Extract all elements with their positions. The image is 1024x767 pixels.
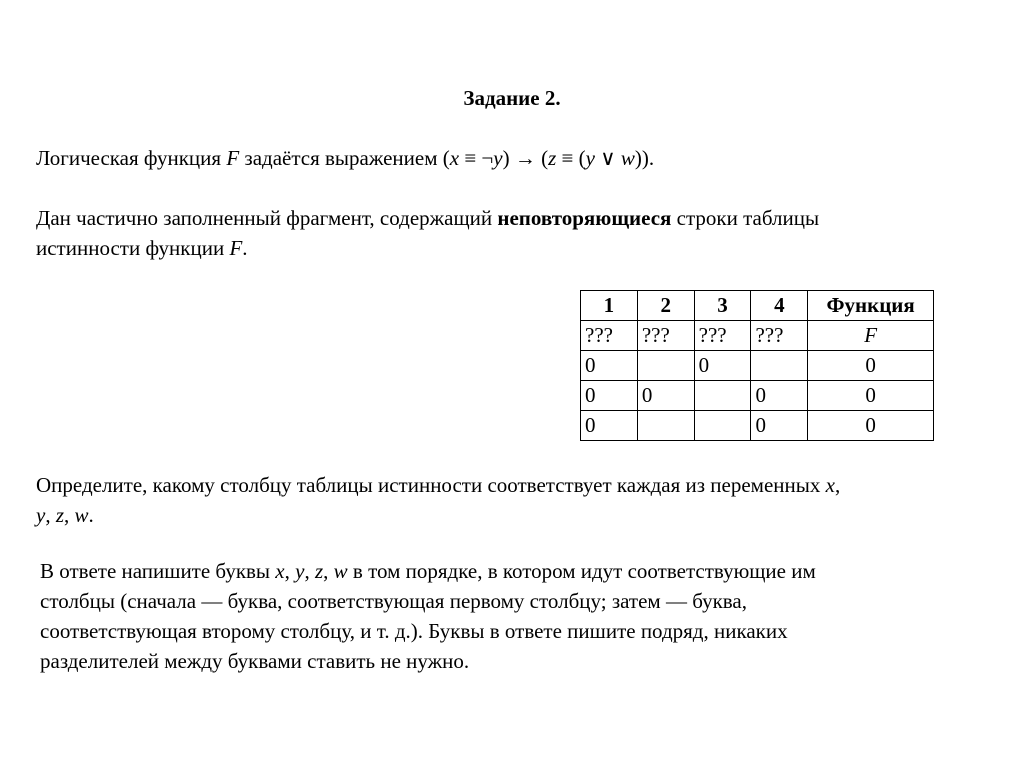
var-w: w [333, 559, 348, 583]
text-run: Дан частично заполненный фрагмент, содержащий [36, 206, 498, 230]
text-run: , [45, 503, 56, 527]
table-cell: 0 [808, 381, 934, 411]
var-y: y [36, 503, 46, 527]
text-run: истинности функции [36, 236, 230, 260]
var-w: w [620, 146, 635, 170]
table-cell: 0 [751, 411, 808, 441]
fragment-description [36, 203, 996, 263]
table-row [581, 381, 934, 411]
text-run: . [88, 503, 94, 527]
table-row [581, 411, 934, 441]
question-text [36, 470, 996, 530]
var-F: F [864, 323, 878, 347]
function-definition [36, 143, 996, 173]
table-cell [808, 321, 934, 351]
question-line-1 [36, 470, 996, 500]
fragment-description-line-1 [36, 203, 996, 233]
text-run: Определите, какому столбцу таблицы истинности соответствует каждая из переменных [36, 473, 826, 497]
var-z: z [548, 146, 557, 170]
task-title: Задание 2. [463, 86, 561, 110]
truth-table [580, 290, 934, 441]
table-cell [694, 411, 751, 441]
text-run: ≡ ¬ [459, 146, 494, 170]
text-run: строки таблицы [671, 206, 820, 230]
table-cell: ??? [751, 321, 808, 351]
var-x: x [449, 146, 460, 170]
text-run: . [242, 236, 248, 260]
table-cell: ??? [581, 321, 638, 351]
header-cell: Функция [808, 291, 934, 321]
table-cell: 0 [751, 381, 808, 411]
header-cell: 4 [751, 291, 808, 321]
text-run: в том порядке, в котором идут соответствующие им [347, 559, 816, 583]
text-run: , [64, 503, 75, 527]
var-z: z [55, 503, 65, 527]
table-cell: 0 [581, 351, 638, 381]
question-line-2 [36, 500, 996, 530]
text-run: )). [634, 146, 655, 170]
emphasis-nonrepeating: неповторяющиеся [497, 206, 672, 230]
var-z: z [314, 559, 324, 583]
var-F: F [226, 146, 240, 170]
table-cell: 0 [581, 381, 638, 411]
table-cell: 0 [808, 411, 934, 441]
text-run: , [284, 559, 296, 583]
instructions-line-2: столбцы (сначала — буква, соответствующая первому столбцу; затем — буква, [40, 589, 747, 613]
fragment-description-line-2 [36, 233, 996, 263]
function-definition-line [36, 143, 996, 173]
var-x: x [275, 559, 285, 583]
table-cell [637, 351, 694, 381]
text-run: ) → ( [502, 146, 549, 170]
instructions-line-4: разделителей между буквами ставить не нужно. [40, 649, 470, 673]
truth-table-header-row [581, 291, 934, 321]
var-y: y [295, 559, 305, 583]
answer-instructions [40, 556, 1000, 676]
text-run: , [323, 559, 334, 583]
instructions-line-1 [40, 556, 1000, 586]
table-cell: ??? [637, 321, 694, 351]
text-run: В ответе напишите буквы [40, 559, 276, 583]
header-cell: 1 [581, 291, 638, 321]
text-run: ∨ [594, 146, 621, 170]
table-cell: 0 [694, 351, 751, 381]
table-cell [637, 411, 694, 441]
table-cell: 0 [808, 351, 934, 381]
table-cell: 0 [637, 381, 694, 411]
var-w: w [74, 503, 89, 527]
text-run: задаётся выражением ( [239, 146, 450, 170]
var-y: y [585, 146, 595, 170]
var-x: x [825, 473, 835, 497]
table-cell: 0 [581, 411, 638, 441]
instructions-line-3: соответствующая второму столбцу, и т. д.). Буквы в ответе пишите подряд, никаких [40, 619, 788, 643]
table-cell [751, 351, 808, 381]
text-run: , [834, 473, 841, 497]
text-run: ≡ ( [556, 146, 586, 170]
table-cell [694, 381, 751, 411]
table-row [581, 321, 934, 351]
table-row [581, 351, 934, 381]
text-run: , [304, 559, 315, 583]
table-cell: ??? [694, 321, 751, 351]
header-cell: 3 [694, 291, 751, 321]
var-F: F [229, 236, 243, 260]
text-run: Логическая функция [36, 146, 227, 170]
var-y: y [493, 146, 503, 170]
header-cell: 2 [637, 291, 694, 321]
